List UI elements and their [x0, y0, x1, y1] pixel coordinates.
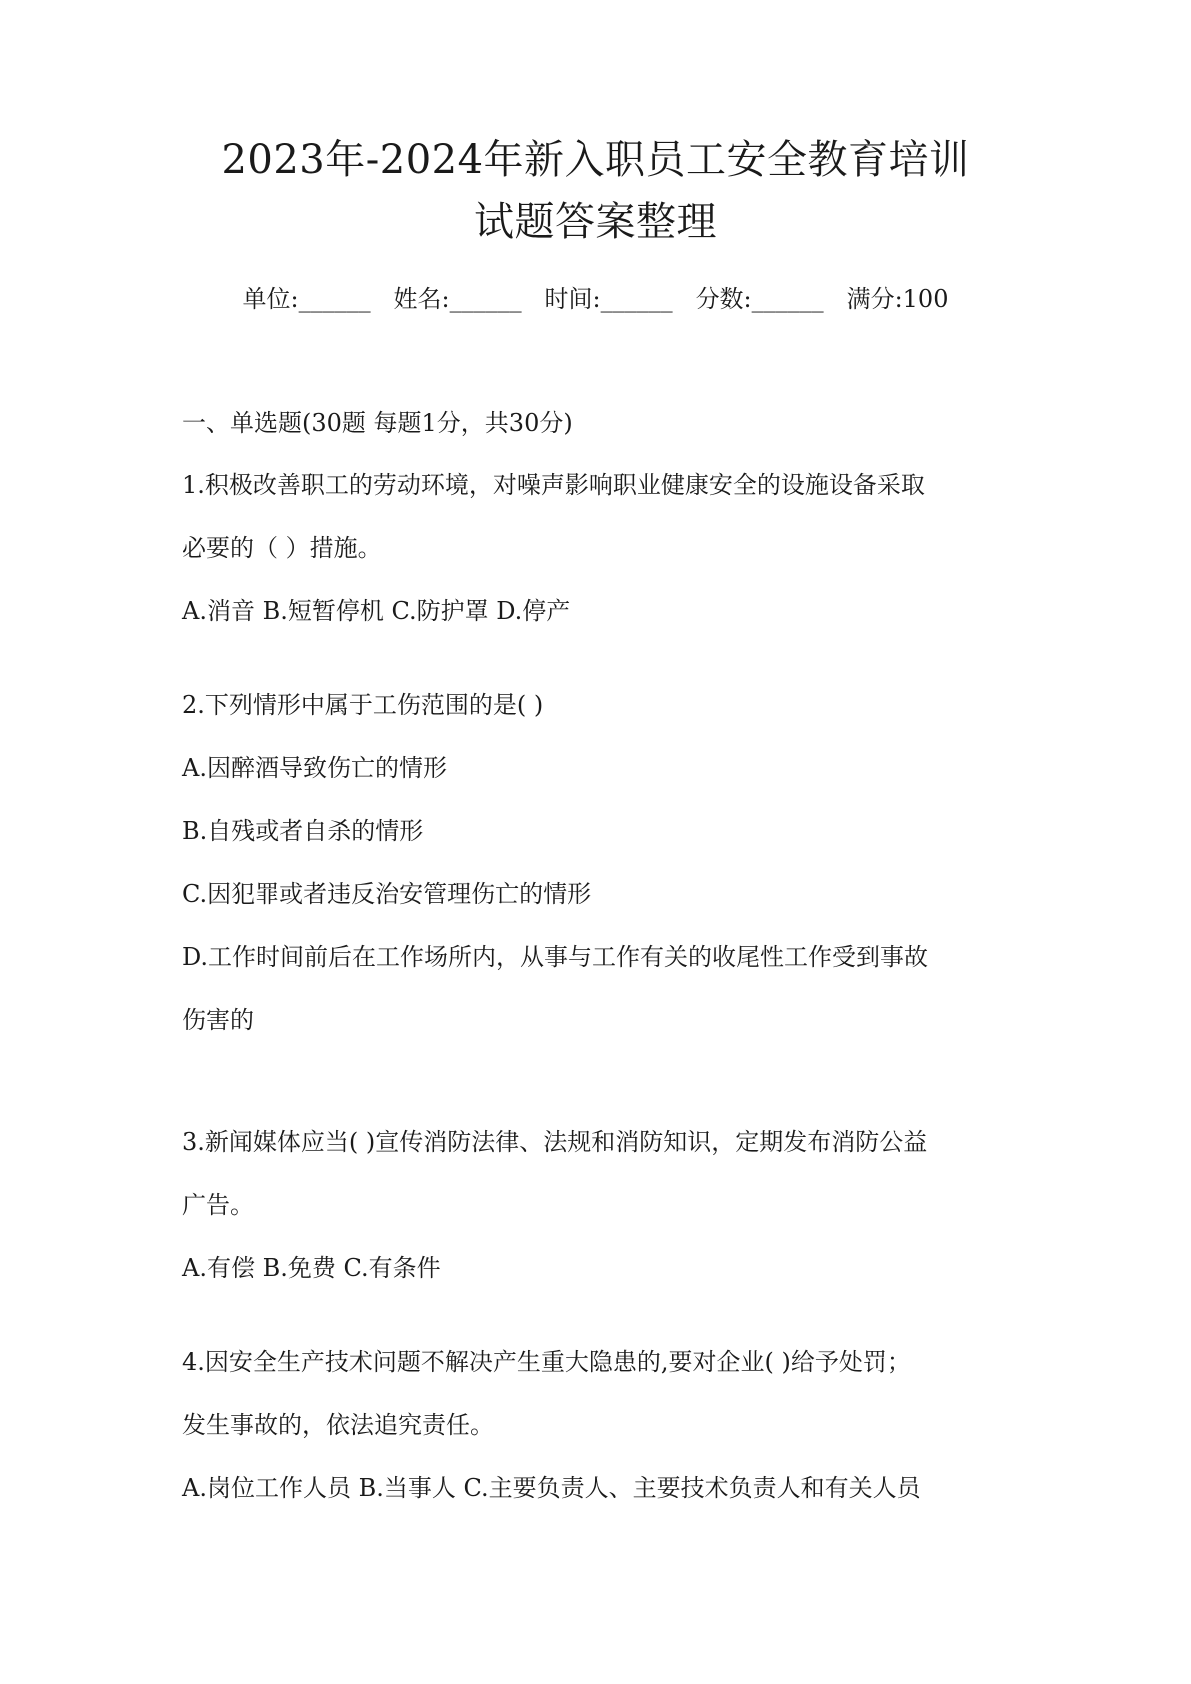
question-1-stem-line-2: 必要的（ ）措施。: [182, 534, 382, 562]
question-2-option-a: A.因醉酒导致伤亡的情形: [182, 754, 447, 782]
question-4-stem-line-1: 4.因安全生产技术问题不解决产生重大隐患的,要对企业( )给予处罚；: [182, 1348, 911, 1376]
question-2-stem: 2.下列情形中属于工伤范围的是( ): [182, 691, 544, 719]
question-4-options: A.岗位工作人员 B.当事人 C.主要负责人、主要技术负责人和有关人员: [182, 1474, 921, 1502]
question-2-option-b: B.自残或者自杀的情形: [182, 817, 424, 845]
question-3-stem-line-2: 广告。: [182, 1191, 254, 1219]
question-2-option-c: C.因犯罪或者违反治安管理伤亡的情形: [182, 880, 592, 908]
section-heading: 一、单选题(30题 每题1分，共30分): [182, 409, 573, 437]
full-score-label: 满分:100: [846, 285, 949, 313]
unit-field: 单位:______: [242, 285, 371, 313]
question-3-stem-line-1: 3.新闻媒体应当( )宣传消防法律、法规和消防知识，定期发布消防公益: [182, 1128, 928, 1156]
document-title-line-1: 2023年-2024年新入职员工安全教育培训: [221, 137, 970, 183]
question-4-stem-line-2: 发生事故的，依法追究责任。: [182, 1411, 494, 1439]
exam-info-line: [0, 287, 1191, 311]
question-2-option-d-line-2: 伤害的: [182, 1006, 254, 1034]
name-field: 姓名:______: [393, 285, 522, 313]
question-1-stem-line-1: 1.积极改善职工的劳动环境，对噪声影响职业健康安全的设施设备采取: [182, 471, 925, 499]
question-3-options: A.有偿 B.免费 C.有条件: [182, 1254, 441, 1282]
question-1-options: A.消音 B.短暂停机 C.防护罩 D.停产: [182, 597, 571, 625]
time-field: 时间:______: [544, 285, 673, 313]
score-field: 分数:______: [695, 285, 824, 313]
document-title-line-2: 试题答案整理: [474, 199, 717, 245]
question-2-option-d-line-1: D.工作时间前后在工作场所内，从事与工作有关的收尾性工作受到事故: [182, 943, 929, 971]
